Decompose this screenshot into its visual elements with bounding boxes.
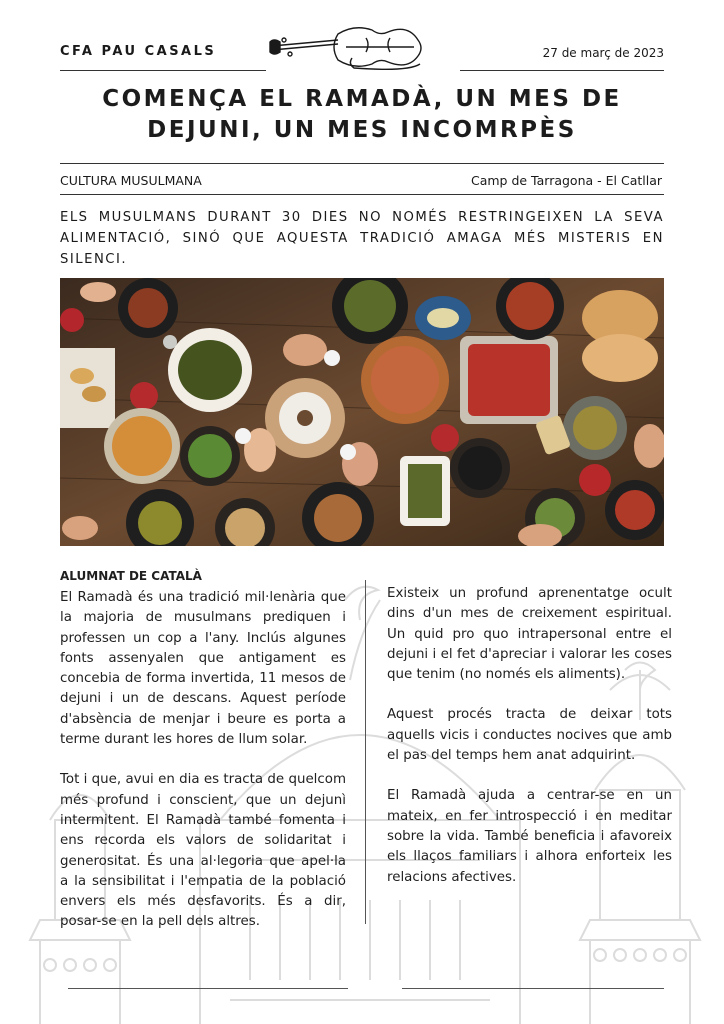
headline-line-2: DEJUNI, UN MES INCOMRPÈS — [147, 117, 577, 143]
body-paragraph: Aquest procés tracta de deixar tots aquells vicis i conductes nocives que amb el pas del temps hem anat adquirint. — [387, 707, 672, 764]
headline-line-1: COMENÇA EL RAMADÀ, UN MES DE — [102, 86, 622, 112]
food-table-photo — [60, 278, 664, 546]
body-column-right — [387, 584, 672, 908]
section-category: CULTURA MUSULMANA — [60, 173, 202, 188]
byline: ALUMNAT DE CATALÀ — [60, 569, 202, 583]
body-paragraph: Existeix un profund aprenentatge ocult dins d'un mes de creixement espiritual. Un quid pro quo intrapersonal entre el dejuni i el fet d'apreciar i valorar les coses que tenim (no només els aliments). — [387, 586, 672, 683]
header-rule-left — [60, 70, 266, 71]
publication-date: 27 de març de 2023 — [542, 46, 664, 60]
body-column-left — [60, 588, 346, 953]
section-rule-bottom — [60, 194, 664, 195]
body-paragraph: El Ramadà ajuda a centrar-se en un mateix, en fer introspecció i en meditar sobre la vida. També beneficia i afavoreix els llaços familiars i alhora enforteix les relacions afectives. — [387, 788, 672, 885]
section-rule-top — [60, 163, 664, 164]
footer-rule-right — [402, 988, 664, 989]
school-name: CFA PAU CASALS — [60, 44, 217, 59]
violin-icon — [268, 20, 424, 72]
body-paragraph: Tot i que, avui en dia es tracta de quelcom més profund i conscient, que un dejunì intermitent. El Ramadà també fomenta i ens recorda els valors de solidaritat i generositat. És una al·legoria que apel·la a la sensibilitat i l'empatia de la població envers els més desfavorits. És a dir, posar-se en la pell dels altres. — [60, 772, 346, 930]
headline — [60, 84, 664, 146]
lead-paragraph: ELS MUSULMANS DURANT 30 DIES NO NOMÉS RESTRINGEIXEN LA SEVA ALIMENTACIÓ, SINÓ QUE AQUESTA TRADICIÓ AMAGA MÉS MISTERIS EN SILENCI. — [60, 210, 664, 267]
header-rule-right — [460, 70, 664, 71]
column-divider — [365, 580, 366, 924]
section-location: Camp de Tarragona - El Catllar — [470, 173, 662, 188]
footer-rule-left — [68, 988, 348, 989]
body-paragraph: El Ramadà és una tradició mil·lenària que la majoria de musulmans prediquen i professen un cop a l'any. Inclús algunes fonts assenyalen que antigament es concebia de forma invertida, 11 mesos de dejuni i un de descans. Aquest període d'absència de menjar i beure es porta a terme durant les hores de llum solar. — [60, 590, 346, 748]
